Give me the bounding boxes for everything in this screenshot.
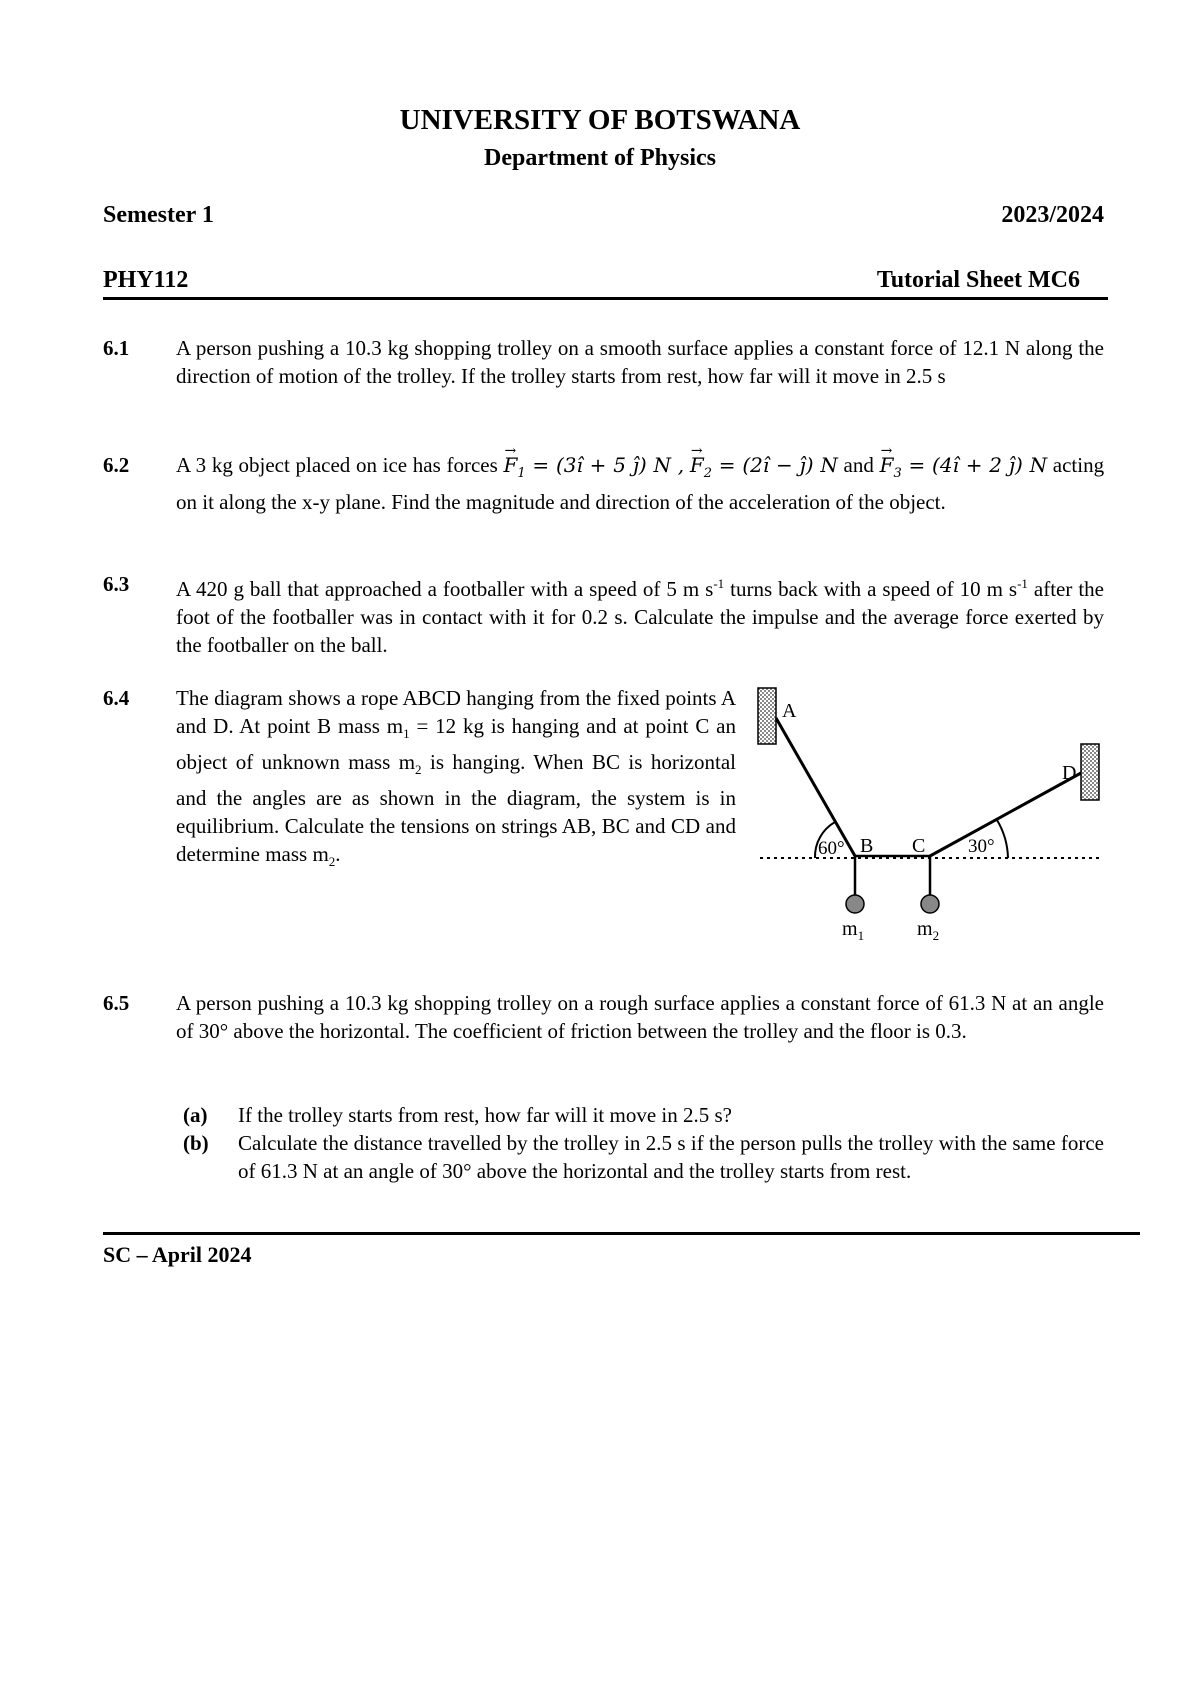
unit-superscript: -1 <box>1017 576 1028 591</box>
mass-subscript: 2 <box>932 928 940 943</box>
question-number: 6.5 <box>103 991 130 1015</box>
sheet-title: Tutorial Sheet MC6 <box>876 267 1080 293</box>
force-subscript: 1 <box>517 466 526 481</box>
label-a: A <box>782 700 797 722</box>
mass-m1 <box>846 895 864 913</box>
mass-label-m1 <box>842 918 864 943</box>
question-number: 6.1 <box>103 336 130 360</box>
footer-text: SC – April 2024 <box>103 1242 252 1267</box>
text-segment: is hanging. When BC is horizontal and the angles are as shown in the diagram, the system is in equilibrium. Calculate the tensions on strings AB, BC and CD and determine mass m <box>176 750 736 867</box>
mass-subscript: 2 <box>328 854 336 870</box>
angle-label-c: 30° <box>968 836 995 857</box>
unit-superscript: -1 <box>713 576 725 591</box>
force-subscript: 2 <box>703 466 712 481</box>
question-text: A person pushing a 10.3 kg shopping trolley on a rough surface applies a constant force of 61.3 N at an angle of 30° above the horizontal. The coefficient of friction between the trolley and the floor is 0.3. <box>176 991 1104 1043</box>
text-segment: The diagram shows a rope ABCD hanging from the fixed points A and D. At point B mass m <box>176 686 736 738</box>
department-title: Department of Physics <box>484 145 716 171</box>
question-text <box>176 570 1104 659</box>
label-b: B <box>860 835 874 857</box>
force-3-equation <box>879 453 1048 481</box>
mass-label-m2 <box>917 918 939 943</box>
conjunction-and: and <box>843 453 874 477</box>
mass-symbol: m <box>917 918 933 940</box>
subpart-text: Calculate the distance travelled by the trolley in 2.5 s if the person pulls the trolley with the same force of 61.3 N at an angle of 30° above the horizontal and the trolley starts from rest. <box>238 1131 1104 1183</box>
subpart-label: (b) <box>183 1131 209 1155</box>
question-text <box>176 684 736 877</box>
force-1-value: = (3î + 5 ĵ) N , <box>532 453 685 477</box>
subpart-label: (a) <box>183 1103 208 1127</box>
force-symbol: → F <box>503 451 517 479</box>
semester-label: Semester 1 <box>103 202 214 228</box>
question-text <box>176 451 1104 516</box>
academic-year: 2023/2024 <box>1001 202 1104 228</box>
question-text: A person pushing a 10.3 kg shopping trolley on a smooth surface applies a constant force of 12.1 N along the direction of motion of the trolley. If the trolley starts from rest, how far will it move in 2.5 s <box>176 336 1104 388</box>
text-segment: after the foot of the footballer was in contact with it for 0.2 s. Calculate the impulse and the average force exerted by the footballer on the ball. <box>176 577 1104 657</box>
text-segment: turns back with a speed of 10 m s <box>724 577 1018 601</box>
force-3-value: = (4î + 2 ĵ) N <box>908 453 1048 477</box>
angle-label-b: 60° <box>818 838 845 859</box>
mass-symbol: m <box>842 918 858 940</box>
force-1-equation <box>503 453 685 481</box>
force-symbol: → F <box>690 451 704 479</box>
mass-subscript: 1 <box>403 726 410 742</box>
mass-m2 <box>921 895 939 913</box>
force-2-equation <box>689 453 838 481</box>
text-segment: A 420 g ball that approached a footballer with a speed of 5 m s <box>176 577 714 601</box>
header-rule <box>103 297 1108 300</box>
label-d: D <box>1062 762 1077 784</box>
question-intro: A 3 kg object placed on ice has forces <box>176 453 498 477</box>
subpart-text: If the trolley starts from rest, how far will it move in 2.5 s? <box>238 1103 732 1127</box>
text-segment: = 12 kg is hanging and at point C an object of unknown mass m <box>176 714 736 775</box>
wall-a <box>758 688 776 744</box>
question-rest: acting on it along the x-y plane. Find the magnitude and direction of the acceleration of the object. <box>176 453 1105 514</box>
course-code: PHY112 <box>103 267 189 293</box>
rope-diagram <box>750 680 1110 950</box>
university-title: UNIVERSITY OF BOTSWANA <box>399 104 801 136</box>
force-subscript: 3 <box>893 466 902 481</box>
question-number: 6.2 <box>103 453 130 477</box>
footer-rule <box>103 1232 1140 1235</box>
force-2-value: = (2î − ĵ) N <box>718 453 838 477</box>
mass-subscript: 2 <box>415 762 422 778</box>
label-c: C <box>912 835 926 857</box>
wall-d <box>1081 744 1099 800</box>
question-number: 6.3 <box>103 572 130 596</box>
rope-ab <box>776 718 855 856</box>
angle-arc-c <box>997 820 1008 858</box>
text-segment: . <box>335 842 341 867</box>
mass-subscript: 1 <box>857 928 865 943</box>
force-symbol: → F <box>880 451 894 479</box>
question-number: 6.4 <box>103 686 130 710</box>
